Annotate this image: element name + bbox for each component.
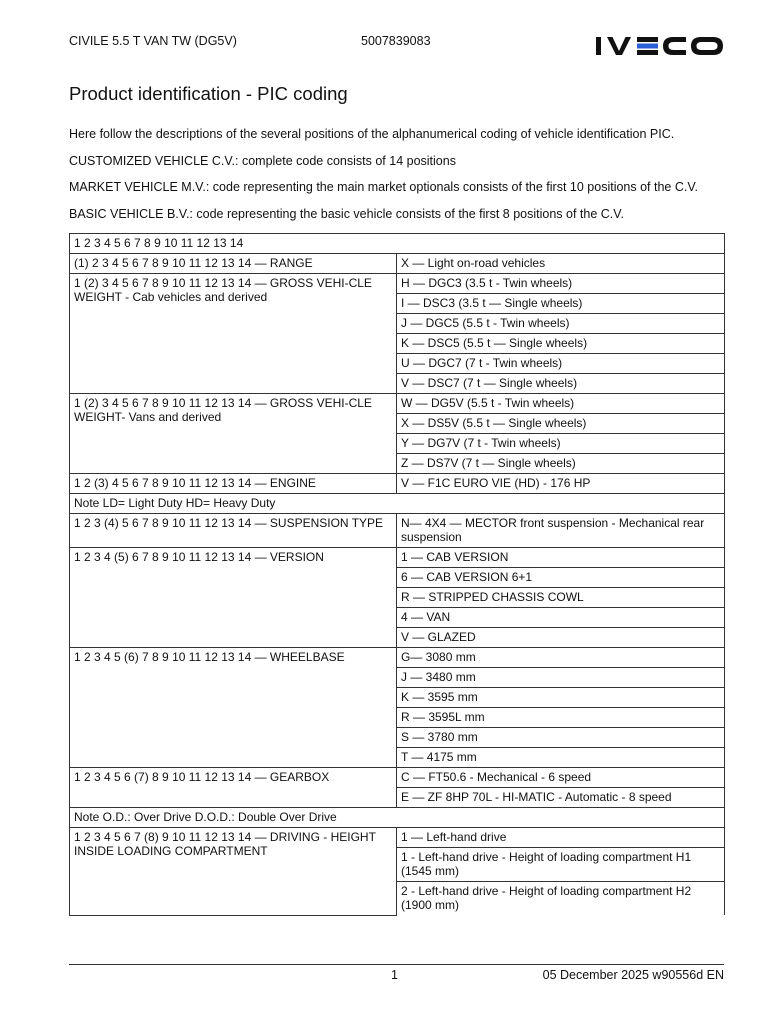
intro-paragraph: Here follow the descriptions of the several positions of the alphanumerical coding of vehicle identification PIC. [69,127,675,141]
iveco-logo [596,34,726,58]
code-value-cell: C — FT50.6 - Mechanical - 6 speed [397,768,725,788]
table-row [70,768,725,788]
position-label-cell: 1 (2) 3 4 5 6 7 8 9 10 11 12 13 14 — GROSS VEHI-CLE WEIGHT- Vans and derived [70,394,397,474]
code-value-cell: K — DSC5 (5.5 t — Single wheels) [397,334,725,354]
code-value-cell: I — DSC3 (3.5 t — Single wheels) [397,294,725,314]
code-value-cell: 4 — VAN [397,608,725,628]
table-row [70,234,725,254]
table-row [70,514,725,548]
code-value-cell: N— 4X4 — MECTOR front suspension - Mechanical rear suspension [397,514,725,548]
code-value-cell: Z — DS7V (7 t — Single wheels) [397,454,725,474]
code-value-cell: U — DGC7 (7 t - Twin wheels) [397,354,725,374]
code-value-cell: G— 3080 mm [397,648,725,668]
footer-date-doc: 05 December 2025 w90556d EN [542,968,724,982]
code-value-cell: E — ZF 8HP 70L - HI-MATIC - Automatic - 8 speed [397,788,725,808]
position-label-cell: 1 2 3 4 5 6 (7) 8 9 10 11 12 13 14 — GEARBOX [70,768,397,808]
code-value-cell: S — 3780 mm [397,728,725,748]
table-row [70,474,725,494]
code-value-cell: K — 3595 mm [397,688,725,708]
page-title: Product identification - PIC coding [69,83,348,104]
code-value-cell: R — STRIPPED CHASSIS COWL [397,588,725,608]
position-label-cell: 1 2 3 4 5 6 7 (8) 9 10 11 12 13 14 — DRIVING - HEIGHT INSIDE LOADING COMPARTMENT [70,828,397,916]
code-value-cell: X — DS5V (5.5 t — Single wheels) [397,414,725,434]
code-value-cell: H — DGC3 (3.5 t - Twin wheels) [397,274,725,294]
intro-paragraph: MARKET VEHICLE M.V.: code representing the main market optionals consists of the first 10 positions of the C.V. [69,180,699,194]
code-value-cell: 1 - Left-hand drive - Height of loading compartment H1 (1545 mm) [397,848,725,882]
code-value-cell: V — GLAZED [397,628,725,648]
position-label-cell: (1) 2 3 4 5 6 7 8 9 10 11 12 13 14 — RANGE [70,254,397,274]
pic-coding-table [69,233,725,916]
position-label-cell: 1 2 3 4 5 (6) 7 8 9 10 11 12 13 14 — WHEELBASE [70,648,397,768]
code-value-cell: Y — DG7V (7 t - Twin wheels) [397,434,725,454]
note-row [70,494,725,514]
table-row [70,648,725,668]
code-value-cell: V — DSC7 (7 t — Single wheels) [397,374,725,394]
code-value-cell: V — F1C EURO VIE (HD) - 176 HP [397,474,725,494]
vehicle-model: CIVILE 5.5 T VAN TW (DG5V) [69,34,237,48]
page-number: 1 [391,968,398,982]
positions-header-cell: 1 2 3 4 5 6 7 8 9 10 11 12 13 14 [70,234,725,254]
note-cell: Note O.D.: Over Drive D.O.D.: Double Over Drive [70,808,725,828]
table-row [70,828,725,848]
footer-divider [69,964,724,965]
code-value-cell: 2 - Left-hand drive - Height of loading compartment H2 (1900 mm) [397,882,725,916]
code-value-cell: J — 3480 mm [397,668,725,688]
intro-paragraph: BASIC VEHICLE B.V.: code representing the basic vehicle consists of the first 8 positions of the C.V. [69,207,624,221]
code-value-cell: J — DGC5 (5.5 t - Twin wheels) [397,314,725,334]
code-value-cell: W — DG5V (5.5 t - Twin wheels) [397,394,725,414]
position-label-cell: 1 (2) 3 4 5 6 7 8 9 10 11 12 13 14 — GROSS VEHI-CLE WEIGHT - Cab vehicles and derived [70,274,397,394]
note-cell: Note LD= Light Duty HD= Heavy Duty [70,494,725,514]
code-value-cell: 6 — CAB VERSION 6+1 [397,568,725,588]
code-value-cell: T — 4175 mm [397,748,725,768]
code-value-cell: X — Light on-road vehicles [397,254,725,274]
position-label-cell: 1 2 3 (4) 5 6 7 8 9 10 11 12 13 14 — SUSPENSION TYPE [70,514,397,548]
position-label-cell: 1 2 (3) 4 5 6 7 8 9 10 11 12 13 14 — ENGINE [70,474,397,494]
intro-paragraph: CUSTOMIZED VEHICLE C.V.: complete code consists of 14 positions [69,154,456,168]
document-number: 5007839083 [361,34,431,48]
code-value-cell: 1 — Left-hand drive [397,828,725,848]
table-row [70,254,725,274]
table-row [70,548,725,568]
code-value-cell: 1 — CAB VERSION [397,548,725,568]
code-value-cell: R — 3595L mm [397,708,725,728]
position-label-cell: 1 2 3 4 (5) 6 7 8 9 10 11 12 13 14 — VERSION [70,548,397,648]
note-row [70,808,725,828]
table-row [70,394,725,414]
table-row [70,274,725,294]
